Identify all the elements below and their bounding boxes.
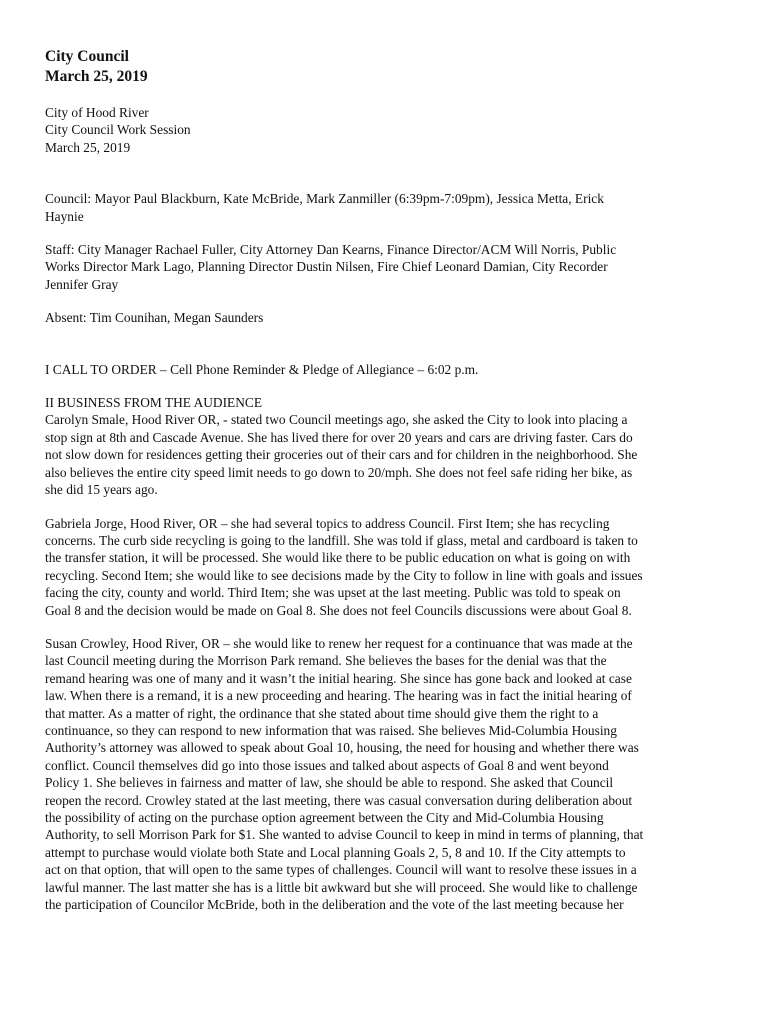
title-line-2: March 25, 2019 [45,68,148,85]
paragraph-crowley [45,635,735,914]
session-info [45,104,735,156]
paragraph-line: Carolyn Smale, Hood River OR, - stated two Council meetings ago, she asked the City to look into placing a [45,412,628,428]
paragraph-line: remand hearing was one of many and it wasn’t the initial hearing. She since has gone back and looked at case [45,670,632,686]
paragraph-line: lawful manner. The last matter she has is a little bit awkward but she will proceed. She would like to challenge [45,879,638,895]
absent-line: Absent: Tim Counihan, Megan Saunders [45,310,264,326]
title-line-1: City Council [45,48,129,65]
session-date: March 25, 2019 [45,139,131,155]
paragraph-line: the possibility of acting on the purchase option agreement between the City and Mid-Columbia Housing [45,810,604,825]
document-title [45,47,735,87]
paragraph-line: that matter. As a matter of right, the ordinance that she stated about time should give them the right to a [45,705,599,721]
paragraph-line: concerns. The curb side recycling is going to the landfill. She was told if glass, metal and cardboard is taken to [45,532,638,548]
session-type: City Council Work Session [45,122,191,138]
paragraph-line: recycling. Second Item; she would like to see decisions made by the City to follow in line with goals and issues [45,567,643,583]
session-city: City of Hood River [45,105,149,120]
paragraph-line: Authority, to sell Morrison Park for $1. She wanted to advise Council to keep in mind in terms of planning, that [45,827,644,843]
paragraph-jorge [45,515,735,619]
paragraph-line: also believes the entire city speed limit needs to go down to 20/mph. She does not feel safe riding her bike, as [45,464,633,480]
staff-attendance [45,241,735,293]
paragraph-line: Gabriela Jorge, Hood River, OR – she had several topics to address Council. First Item; she has recycling [45,515,610,531]
paragraph-line: act on that option, that will open to the same types of challenges. Council will want to resolve these issues in a [45,862,637,878]
call-to-order-heading: I CALL TO ORDER – Cell Phone Reminder & Pledge of Allegiance – 6:02 p.m. [45,361,479,377]
paragraph-line: Authority’s attorney was allowed to speak about Goal 10, housing, the need for housing and whether there was [45,740,639,756]
paragraph-line: she did 15 years ago. [45,482,158,498]
paragraph-line: the transfer station, it will be processed. She would like there to be public education on what is going on with [45,550,631,566]
paragraph-line: continuance, so they can respond to new information that was raised. She believes Mid-Columbia Housing [45,722,617,738]
paragraph-line: conflict. Council themselves did go into those issues and talked about aspects of Goal 8 and went beyond [45,757,609,773]
absent-list [45,309,735,326]
paragraph-line: Policy 1. She believes in fairness and matter of law, she should be able to respond. She asked that Council [45,775,614,791]
paragraph-line: the participation of Councilor McBride, both in the deliberation and the vote of the last meeting because her [45,897,624,913]
paragraph-line: Goal 8 and the decision would be made on Goal 8. She does not feel Councils discussions were about Goal 8. [45,602,632,618]
paragraph-line: law. When there is a remand, it is a new proceeding and hearing. The hearing was in fact the initial hearing of [45,688,632,704]
business-from-audience [45,394,735,498]
document-page [45,47,735,913]
paragraph-line: reopen the record. Crowley stated at the last meeting, there was casual conversation during deliberation about [45,792,633,808]
paragraph-line: attempt to purchase would violate both State and Local planning Goals 2, 5, 8 and 10. If the City attempts to [45,844,626,860]
council-attendance [45,190,735,225]
paragraph-smale [45,411,735,498]
paragraph-line: Susan Crowley, Hood River, OR – she would like to renew her request for a continuance that was made at the [45,635,633,651]
call-to-order [45,361,735,378]
paragraph-line: stop sign at 8th and Cascade Avenue. She has lived there for over 20 years and cars are driving faster. Cars do [45,429,633,445]
staff-line-3: Jennifer Gray [45,276,119,292]
staff-line-2: Works Director Mark Lago, Planning Director Dustin Nilsen, Fire Chief Leonard Damian, City Recorder [45,259,608,275]
council-line-1: Council: Mayor Paul Blackburn, Kate McBride, Mark Zanmiller (6:39pm-7:09pm), Jessica Metta, Erick [45,191,604,207]
business-heading: II BUSINESS FROM THE AUDIENCE [45,395,262,411]
paragraph-line: last Council meeting during the Morrison Park remand. She believes the bases for the denial was that the [45,653,607,669]
council-line-2: Haynie [45,208,84,224]
paragraph-line: facing the city, county and world. Third Item; she was upset at the last meeting. Public was told to speak on [45,585,621,601]
paragraph-line: not slow down for residences getting their groceries out of their cars and for children in the neighborhood. She [45,447,638,463]
staff-line-1: Staff: City Manager Rachael Fuller, City Attorney Dan Kearns, Finance Director/ACM Will Norris, Public [45,242,617,258]
